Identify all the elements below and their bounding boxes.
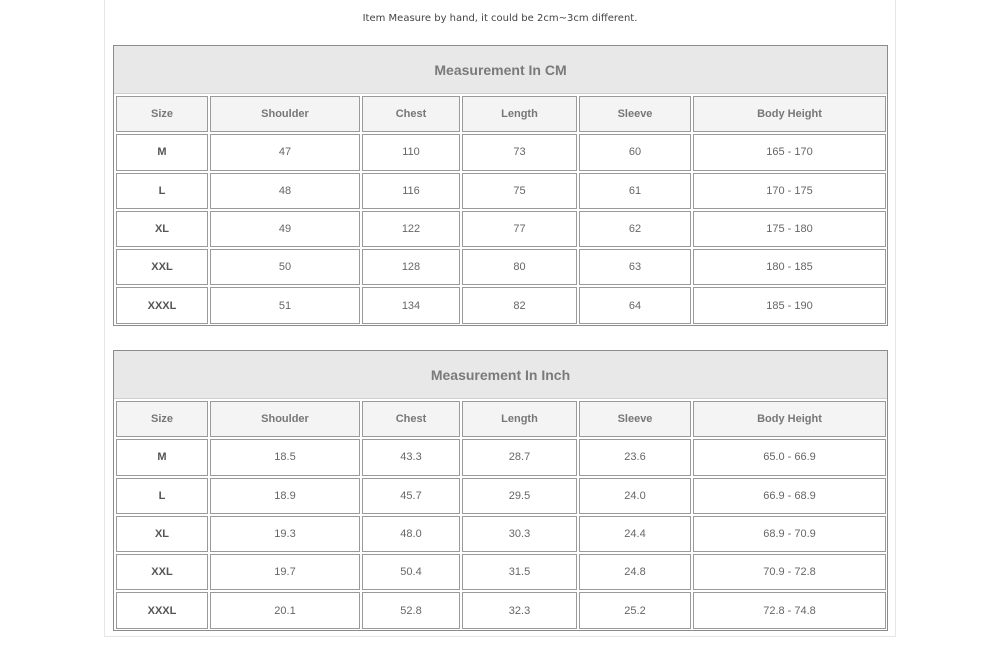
header-cell-shoulder: Shoulder (210, 401, 360, 437)
body-height-cell: 65.0 - 66.9 (693, 439, 886, 475)
header-cell-shoulder: Shoulder (210, 96, 360, 132)
table-caption: Measurement In Inch (114, 351, 887, 399)
body-height-cell: 165 - 170 (693, 134, 886, 170)
body-height-cell: 72.8 - 74.8 (693, 592, 886, 628)
chest-cell: 45.7 (362, 478, 460, 514)
shoulder-cell: 51 (210, 287, 360, 323)
header-cell-sleeve: Sleeve (579, 401, 691, 437)
length-cell: 73 (462, 134, 577, 170)
table-row (116, 591, 886, 629)
table-row (116, 133, 886, 171)
header-row (116, 95, 886, 133)
header-cell-size: Size (116, 96, 208, 132)
body-height-cell: 170 - 175 (693, 173, 886, 209)
table-row (116, 210, 886, 248)
table-row (116, 553, 886, 591)
sleeve-cell: 24.0 (579, 478, 691, 514)
sleeve-cell: 25.2 (579, 592, 691, 628)
table-grid (114, 94, 887, 325)
chest-cell: 128 (362, 249, 460, 285)
table-row (116, 477, 886, 515)
table-row (116, 515, 886, 553)
size-cell: XL (116, 516, 208, 552)
header-cell-length: Length (462, 96, 577, 132)
size-cell: XXXL (116, 287, 208, 323)
length-cell: 32.3 (462, 592, 577, 628)
table-row (116, 438, 886, 476)
body-height-cell: 175 - 180 (693, 211, 886, 247)
size-cell: L (116, 173, 208, 209)
shoulder-cell: 18.9 (210, 478, 360, 514)
header-cell-chest: Chest (362, 401, 460, 437)
table-caption: Measurement In CM (114, 46, 887, 94)
shoulder-cell: 19.3 (210, 516, 360, 552)
chest-cell: 50.4 (362, 554, 460, 590)
body-height-cell: 180 - 185 (693, 249, 886, 285)
inch-measurement-table (113, 350, 888, 631)
length-cell: 80 (462, 249, 577, 285)
size-cell: XXXL (116, 592, 208, 628)
sleeve-cell: 60 (579, 134, 691, 170)
body-height-cell: 185 - 190 (693, 287, 886, 323)
chest-cell: 110 (362, 134, 460, 170)
size-cell: XL (116, 211, 208, 247)
chest-cell: 116 (362, 173, 460, 209)
chest-cell: 48.0 (362, 516, 460, 552)
chest-cell: 134 (362, 287, 460, 323)
length-cell: 30.3 (462, 516, 577, 552)
measure-note: Item Measure by hand, it could be 2cm~3cm different. (362, 13, 638, 24)
shoulder-cell: 48 (210, 173, 360, 209)
length-cell: 75 (462, 173, 577, 209)
size-cell: M (116, 439, 208, 475)
header-cell-body-height: Body Height (693, 96, 886, 132)
chest-cell: 43.3 (362, 439, 460, 475)
sleeve-cell: 24.4 (579, 516, 691, 552)
length-cell: 29.5 (462, 478, 577, 514)
header-row (116, 400, 886, 438)
header-cell-sleeve: Sleeve (579, 96, 691, 132)
body-height-cell: 66.9 - 68.9 (693, 478, 886, 514)
chest-cell: 122 (362, 211, 460, 247)
header-cell-chest: Chest (362, 96, 460, 132)
shoulder-cell: 50 (210, 249, 360, 285)
shoulder-cell: 47 (210, 134, 360, 170)
table-row (116, 172, 886, 210)
header-cell-body-height: Body Height (693, 401, 886, 437)
length-cell: 31.5 (462, 554, 577, 590)
cm-measurement-table (113, 45, 888, 326)
table-row (116, 248, 886, 286)
sleeve-cell: 62 (579, 211, 691, 247)
size-cell: L (116, 478, 208, 514)
size-cell: XXL (116, 249, 208, 285)
body-height-cell: 68.9 - 70.9 (693, 516, 886, 552)
sleeve-cell: 63 (579, 249, 691, 285)
length-cell: 28.7 (462, 439, 577, 475)
chest-cell: 52.8 (362, 592, 460, 628)
table-grid (114, 399, 887, 630)
header-cell-length: Length (462, 401, 577, 437)
size-cell: XXL (116, 554, 208, 590)
shoulder-cell: 20.1 (210, 592, 360, 628)
length-cell: 77 (462, 211, 577, 247)
shoulder-cell: 49 (210, 211, 360, 247)
sleeve-cell: 23.6 (579, 439, 691, 475)
sleeve-cell: 61 (579, 173, 691, 209)
shoulder-cell: 19.7 (210, 554, 360, 590)
body-height-cell: 70.9 - 72.8 (693, 554, 886, 590)
shoulder-cell: 18.5 (210, 439, 360, 475)
sleeve-cell: 64 (579, 287, 691, 323)
table-row (116, 286, 886, 324)
length-cell: 82 (462, 287, 577, 323)
sleeve-cell: 24.8 (579, 554, 691, 590)
header-cell-size: Size (116, 401, 208, 437)
size-cell: M (116, 134, 208, 170)
